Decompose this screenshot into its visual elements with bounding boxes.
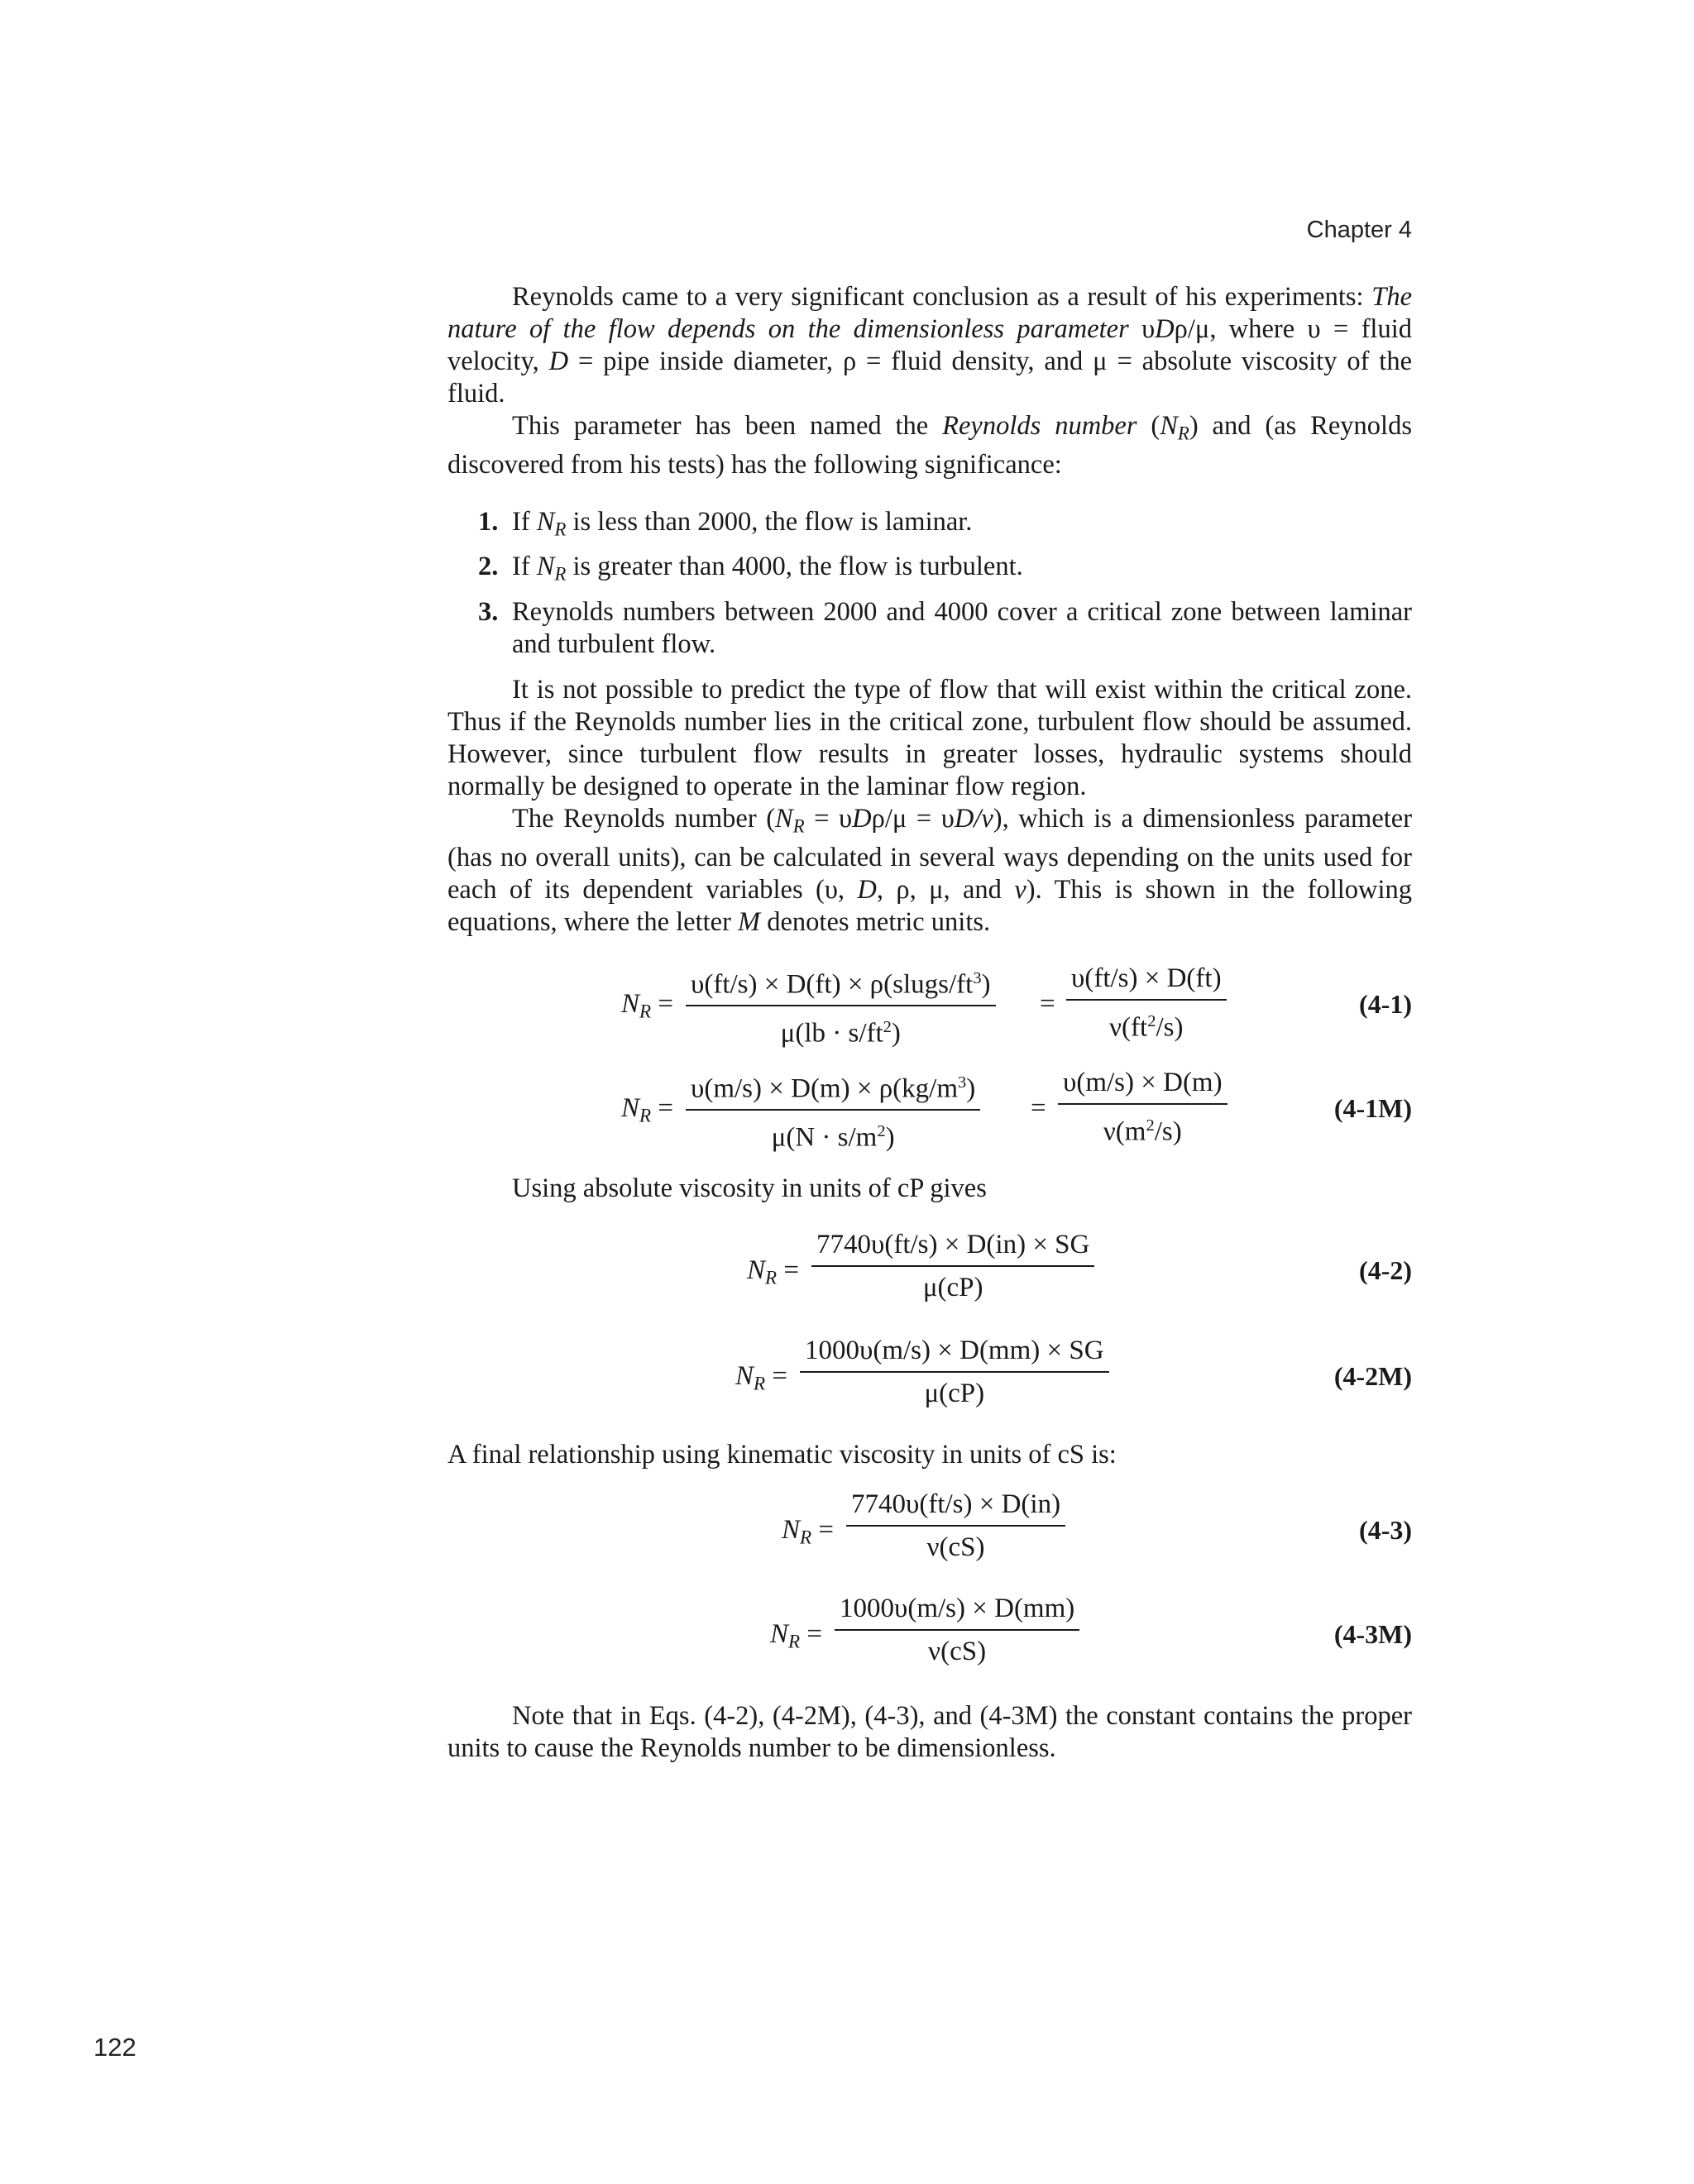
fraction-kinematic-form: $\frac{\upsilon(ft/s) \times D(ft)}{\nu(ft^2/s)}$ [1066,963,1227,1043]
running-head: Chapter 4 [1306,217,1412,243]
equation-lhs: $N_R$ = [770,1619,822,1652]
paragraph-dimensionless-note: Note that in Eqs. (4-2), (4-2M), (4-3), and (4-3M) the constant contains the proper units to cause the Reynolds number to be dimensionless. [447,1701,1412,1763]
equation-lhs: $N_R$ = [621,989,673,1022]
paragraph-reynolds-conclusion: Reynolds came to a very significant conclusion as a result of his experiments: The nature of the flow depends on the dimensionless parameter υDρ/μ, where υ = fluid velocity, D = pipe inside diameter, ρ = fluid density, and μ = absolute viscosity of the fluid. [447,282,1412,409]
page-number: 122 [93,2033,136,2062]
significance-list [478,506,1412,667]
equation-4-2 [447,1229,1412,1320]
critical-zone-paragraphs [447,674,1412,939]
intro-cs-line [447,1439,1412,1471]
equals-sign: = [1040,989,1055,1019]
fraction-mass-form: $\frac{\upsilon(m/s) \times D(m) \times \rho(kg/m^3)}{\mu(N \cdot s/m^2)}$ [686,1067,980,1154]
fraction: $\frac{1000\upsilon(m/s) \times D(mm)}{\nu(cS)}$ [835,1593,1079,1667]
intro-paragraphs [447,281,1412,481]
list-item: 2. If $N_R$ is greater than 4000, the flow is turbulent. [478,552,1023,585]
paragraph-reynolds-number-definition: This parameter has been named the Reynolds number $(N_R)$ and (as Reynolds discovered from his tests) has the following significance: [447,411,1412,480]
intro-cs-text: A final relationship using kinematic viscosity in units of cS is: [447,1440,1117,1470]
equation-number: (4-3) [1359,1515,1412,1545]
equation-lhs: $N_R$ = [621,1093,673,1126]
list-item: 3. Reynolds numbers between 2000 and 4000 cover a critical zone between laminar and turbulent flow. [478,596,1412,659]
equation-4-1 [447,963,1412,1054]
equation-number: (4-1) [1359,989,1412,1019]
fraction-mass-form: $\upsilon(ft/s) \times D(ft) \times \rho(slugs/ft^3)$ $\mu(lb \cdot s/ft^2)$ [686,963,996,1049]
closing-paragraph [447,1700,1412,1765]
intro-cp-text: Using absolute viscosity in units of cP gives [512,1173,987,1203]
list-item: 1. If $N_R$ is less than 2000, the flow is laminar. [478,507,973,540]
equation-4-2m [447,1335,1412,1426]
equation-4-3m [447,1593,1412,1684]
intro-cp-line [447,1173,1412,1205]
equation-number: (4-2) [1359,1255,1412,1285]
equation-number: (4-2M) [1333,1361,1412,1391]
paragraph-reynolds-units: The Reynolds number $(N_R = \upsilon D\rho/\mu = \upsilon D/v)$, which is a dimensionless parameter (has no overall units), can be calculated in several ways depending on the units used for each of its dependent variables (υ, D, ρ, μ, and v). This is shown in the following equations, where the letter M denotes metric units. [447,804,1413,938]
fraction: $\frac{1000\upsilon(m/s) \times D(mm) \times SG}{\mu(cP)}$ [800,1335,1109,1409]
fraction: $\frac{7740\upsilon(ft/s) \times D(in)}{\nu(cS)}$ [846,1489,1065,1563]
equation-lhs: $N_R$ = [782,1515,834,1548]
fraction-kinematic-form: $\frac{\upsilon(m/s) \times D(m)}{\nu(m^2/s)}$ [1058,1067,1227,1147]
equation-number: (4-1M) [1333,1093,1412,1123]
paragraph-critical-zone: It is not possible to predict the type of flow that will exist within the critical zone. Thus if the Reynolds number lies in the critical zone, turbulent flow should be assumed. However, since turbulent flow results in greater losses, hydraulic systems should normally be designed to operate in the laminar flow region. [447,675,1412,801]
equation-lhs: $N_R$ = [747,1255,799,1288]
equation-lhs: $N_R$ = [735,1361,787,1394]
equation-number: (4-3M) [1333,1619,1412,1649]
equation-4-3 [447,1489,1412,1579]
equation-4-1m [447,1067,1412,1158]
equals-sign: = [1031,1093,1046,1123]
fraction: $\frac{7740\upsilon(ft/s) \times D(in) \times SG}{\mu(cP)}$ [811,1229,1094,1303]
